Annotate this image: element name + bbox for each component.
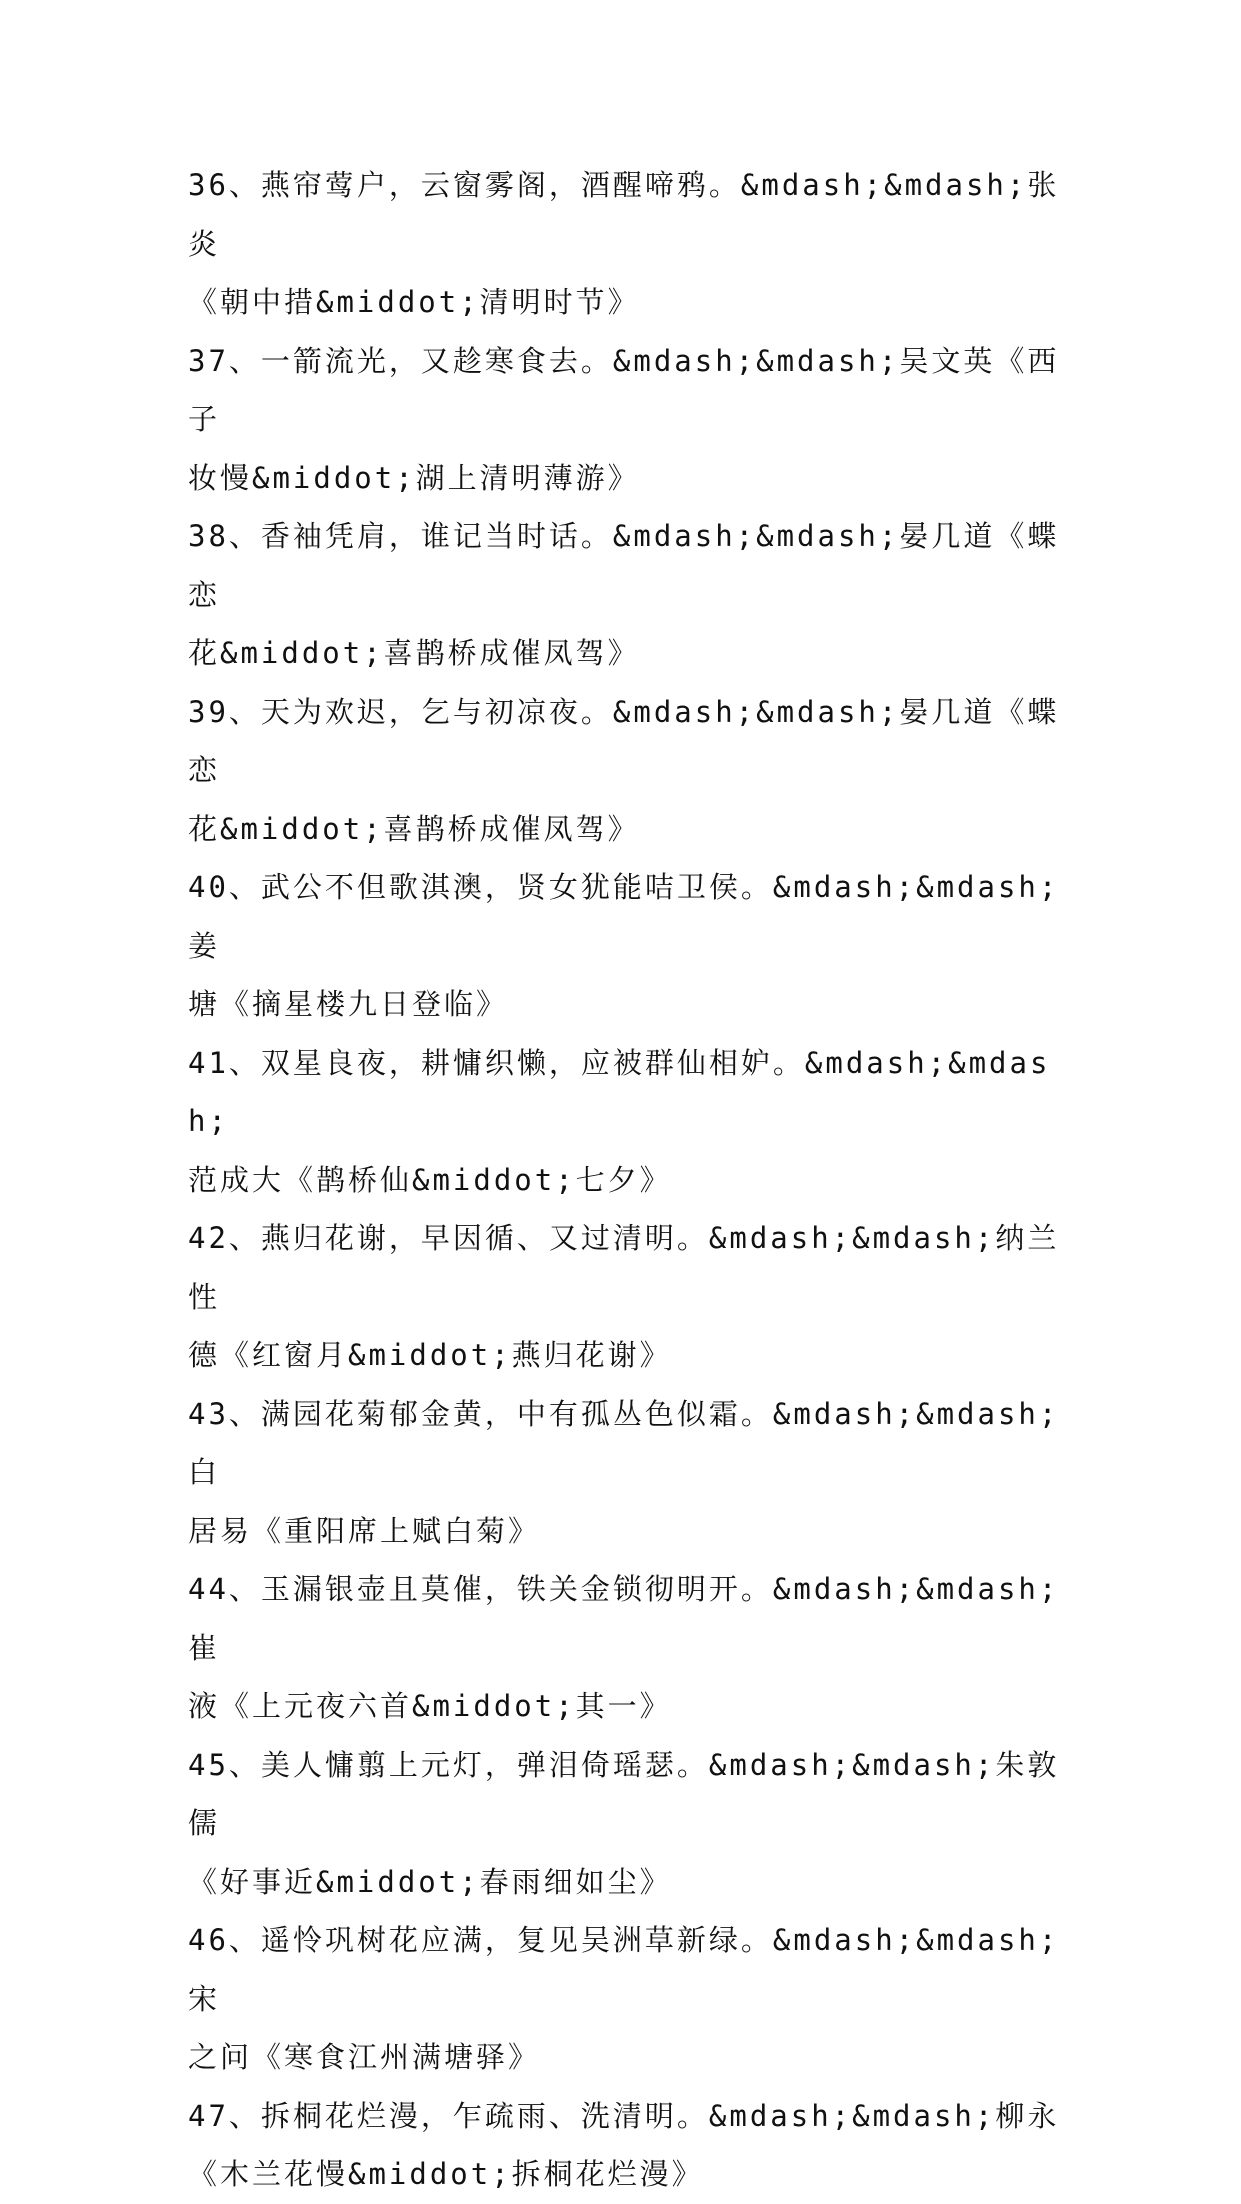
poem-entry-36: [188, 156, 1068, 332]
entry-line: 46、遥怜巩树花应满，复见吴洲草新绿。&mdash;&mdash;宋: [188, 1923, 1060, 2016]
entry-line: 妆慢&middot;湖上清明薄游》: [188, 460, 640, 495]
entry-line: 花&middot;喜鹊桥成催凤驾》: [188, 636, 640, 670]
poem-entry-39: [188, 683, 1068, 859]
entry-line: 花&middot;喜鹊桥成催凤驾》: [188, 811, 640, 846]
poem-entry-43: [188, 1385, 1068, 1561]
poem-entry-46: [188, 1911, 1068, 2087]
entry-line: 47、拆桐花烂漫，乍疏雨、洗清明。&mdash;&mdash;柳永: [188, 2098, 1060, 2133]
entry-line: 37、一箭流光，又趁寒食去。&mdash;&mdash;吴文英《西子: [188, 343, 1060, 436]
entry-line: 之问《寒食江州满塘驿》: [188, 2040, 541, 2074]
poem-entry-38: [188, 507, 1068, 683]
poem-entry-44: [188, 1560, 1068, 1736]
entry-line: 36、燕帘莺户，云窗雾阁，酒醒啼鸦。&mdash;&mdash;张炎: [188, 168, 1060, 261]
entry-line: 德《红窗月&middot;燕归花谢》: [188, 1338, 672, 1372]
poem-entry-37: [188, 332, 1068, 508]
entry-line: 43、满园花菊郁金黄，中有孤丛色似霜。&mdash;&mdash;白: [188, 1396, 1060, 1489]
entry-line: 《好事近&middot;春雨细如尘》: [188, 1864, 672, 1899]
entry-line: 40、武公不但歌淇澳，贤女犹能咭卫侯。&mdash;&mdash;姜: [188, 870, 1060, 963]
entry-line: 《木兰花慢&middot;拆桐花烂漫》: [188, 2157, 704, 2191]
poem-entry-41: [188, 1034, 1068, 1210]
document-body: [188, 156, 1068, 2204]
poem-entry-42: [188, 1209, 1068, 1385]
poem-entry-45: [188, 1736, 1068, 1912]
poem-entry-47: [188, 2087, 1068, 2204]
entry-line: 45、美人慵翦上元灯，弹泪倚瑶瑟。&mdash;&mdash;朱敦儒: [188, 1747, 1060, 1840]
entry-line: 44、玉漏银壶且莫催，铁关金锁彻明开。&mdash;&mdash;崔: [188, 1572, 1060, 1665]
entry-line: 范成大《鹊桥仙&middot;七夕》: [188, 1162, 672, 1197]
entry-line: 39、天为欢迟，乞与初凉夜。&mdash;&mdash;晏几道《蝶恋: [188, 694, 1060, 787]
entry-line: 42、燕归花谢，早因循、又过清明。&mdash;&mdash;纳兰性: [188, 1221, 1060, 1314]
entry-line: 塘《摘星楼九日登临》: [188, 987, 509, 1021]
entry-line: 《朝中措&middot;清明时节》: [188, 285, 640, 319]
entry-line: 液《上元夜六首&middot;其一》: [188, 1689, 672, 1723]
entry-line: 居易《重阳席上赋白菊》: [188, 1513, 541, 1548]
poem-entry-40: [188, 858, 1068, 1034]
entry-line: 41、双星良夜，耕慵织懒，应被群仙相妒。&mdash;&mdash;: [188, 1045, 1051, 1138]
entry-line: 38、香袖凭肩，谁记当时话。&mdash;&mdash;晏几道《蝶恋: [188, 519, 1060, 612]
